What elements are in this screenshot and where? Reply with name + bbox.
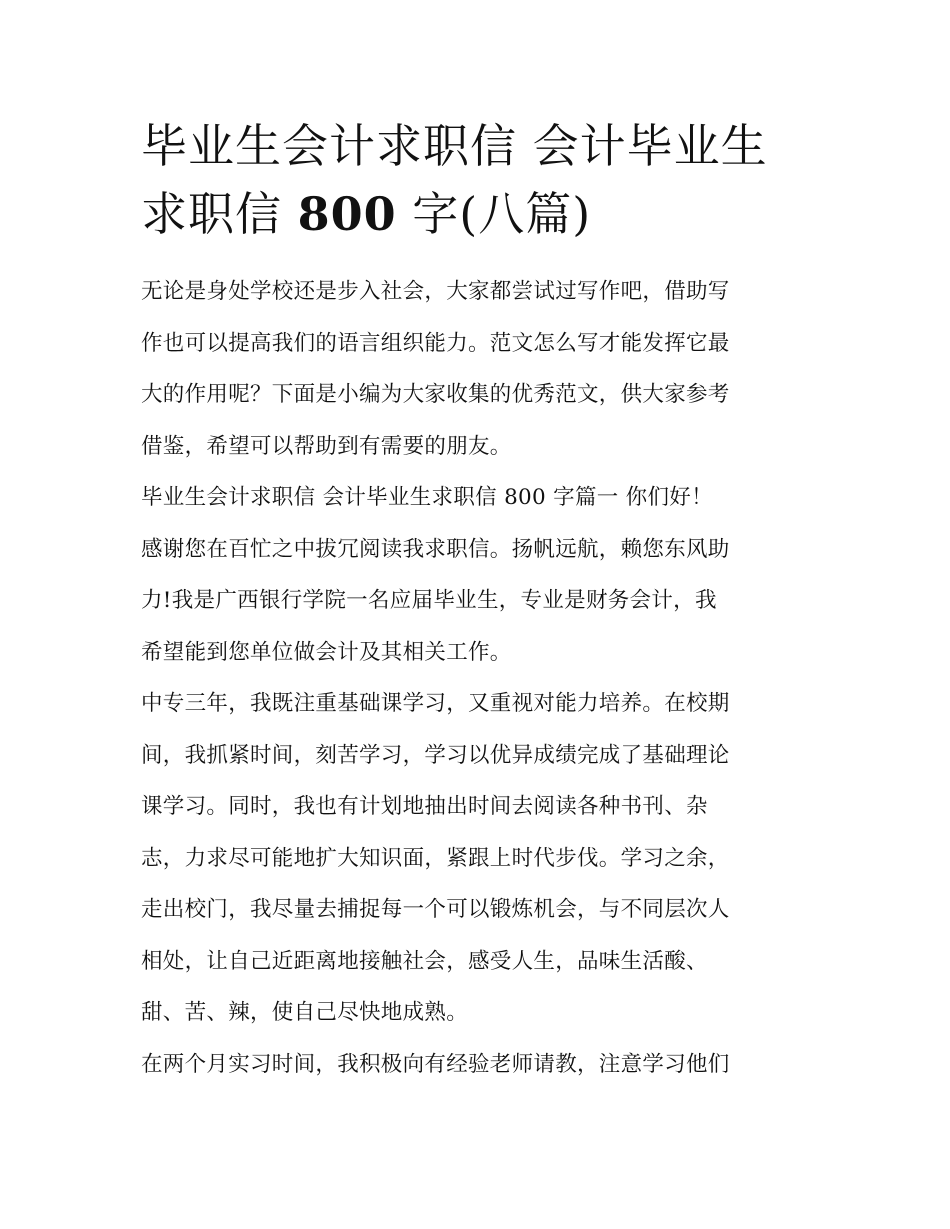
text-line: 相处，让自己近距离地接触社会，感受人生，品味生活酸、 [141,948,708,974]
paragraph-greeting [141,472,813,524]
text-line: 借鉴，希望可以帮助到有需要的朋友。 [141,433,512,459]
text-line: 希望能到您单位做会计及其相关工作。 [141,639,512,665]
text-line: 毕业生会计求职信 会计毕业生求职信 800 字篇一 你们好！ [141,485,713,510]
title-line: 毕业生会计求职信 会计毕业生 [141,119,768,173]
document-body [141,266,813,1090]
document-title [141,112,813,248]
text-line: 力!我是广西银行学院一名应届毕业生，专业是财务会计，我 [141,588,717,613]
paragraph-study [141,678,813,1039]
text-line: 无论是身处学校还是步入社会，大家都尝试过写作吧，借助写 [141,279,730,304]
text-line: 课学习。同时，我也有计划地抽出时间去阅读各种书刊、杂 [141,794,708,819]
title-line: 求职信 800 字(八篇) [141,187,592,241]
document-page [141,112,813,1090]
text-line: 间，我抓紧时间，刻苦学习，学习以优异成绩完成了基础理论 [141,742,730,768]
text-line: 走出校门，我尽量去捕捉每一个可以锻炼机会，与不同层次人 [141,897,730,922]
text-line: 作也可以提高我们的语言组织能力。范文怎么写才能发挥它最 [141,330,730,356]
text-line: 大的作用呢？下面是小编为大家收集的优秀范文，供大家参考 [141,382,730,407]
paragraph-internship [141,1039,813,1091]
paragraph-thanks [141,524,813,679]
text-line: 在两个月实习时间，我积极向有经验老师请教，注意学习他们 [141,1051,730,1077]
text-line: 感谢您在百忙之中拔冗阅读我求职信。扬帆远航，赖您东风助 [141,536,730,562]
text-line: 甜、苦、辣，使自己尽快地成熟。 [141,1000,469,1025]
text-line: 志，力求尽可能地扩大知识面，紧跟上时代步伐。学习之余， [141,845,730,871]
paragraph-intro [141,266,813,472]
text-line: 中专三年，我既注重基础课学习，又重视对能力培养。在校期 [141,691,730,716]
